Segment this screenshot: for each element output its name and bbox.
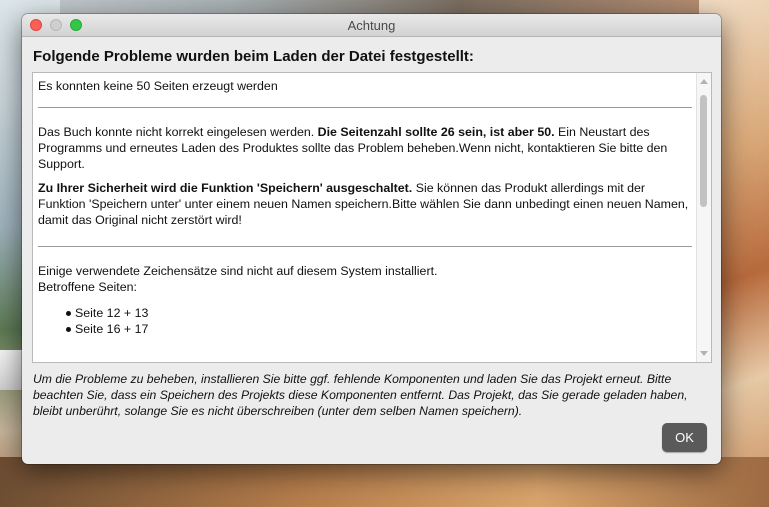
window-title: Achtung bbox=[347, 18, 396, 33]
affected-pages-label: Betroffene Seiten: bbox=[38, 280, 137, 294]
dialog-heading: Folgende Probleme wurden beim Laden der Datei festgestellt: bbox=[33, 48, 474, 65]
scroll-down-arrow-icon[interactable] bbox=[700, 351, 708, 356]
affected-pages-list bbox=[38, 305, 692, 337]
alert-dialog bbox=[22, 14, 721, 464]
problem-list-content bbox=[38, 78, 692, 337]
scroll-thumb[interactable] bbox=[700, 95, 707, 207]
save-disabled-notice: Zu Ihrer Sicherheit wird die Funktion 'Speichern' ausgeschaltet. Sie können das Produkt allerdings mit der Funktion 'Speichern unter' unter einem neuen Namen speichern.Bitte wählen Sie dann unbedingt einen neuen Namen, damit das Original nicht zerstört wird! bbox=[38, 181, 689, 227]
problem-list-textarea[interactable] bbox=[32, 72, 712, 363]
vertical-scrollbar[interactable] bbox=[696, 73, 711, 362]
separator bbox=[38, 107, 692, 108]
missing-fonts-text: Einige verwendete Zeichensätze sind nicht auf diesem System installiert. bbox=[38, 264, 438, 278]
list-item: Seite 12 + 13 bbox=[66, 305, 692, 321]
scroll-up-arrow-icon[interactable] bbox=[700, 79, 708, 84]
problem-pages-not-created: Es konnten keine 50 Seiten erzeugt werden bbox=[38, 79, 278, 93]
problem-page-count: Das Buch konnte nicht korrekt eingelesen werden. Die Seitenzahl sollte 26 sein, ist aber 50. Ein Neustart des Programms und erneutes Laden des Produktes sollte das Problem beheben.Wenn nicht, kontaktieren Sie bitte den Support. bbox=[38, 125, 668, 171]
list-item: Seite 16 + 17 bbox=[66, 321, 692, 337]
separator bbox=[38, 246, 692, 247]
help-note: Um die Probleme zu beheben, installieren Sie bitte ggf. fehlende Komponenten und laden Sie das Projekt erneut. Bitte beachten Sie, dass ein Speichern des Projekts diese Komponenten entfernt. Das Projekt, das Sie gerade geladen haben, bleibt unberührt, solange Sie es nicht überschreiben (unter dem selben Namen speichern). bbox=[33, 372, 688, 418]
background-table bbox=[0, 457, 769, 507]
title-bar[interactable] bbox=[22, 14, 721, 37]
ok-button[interactable]: OK bbox=[662, 423, 707, 452]
